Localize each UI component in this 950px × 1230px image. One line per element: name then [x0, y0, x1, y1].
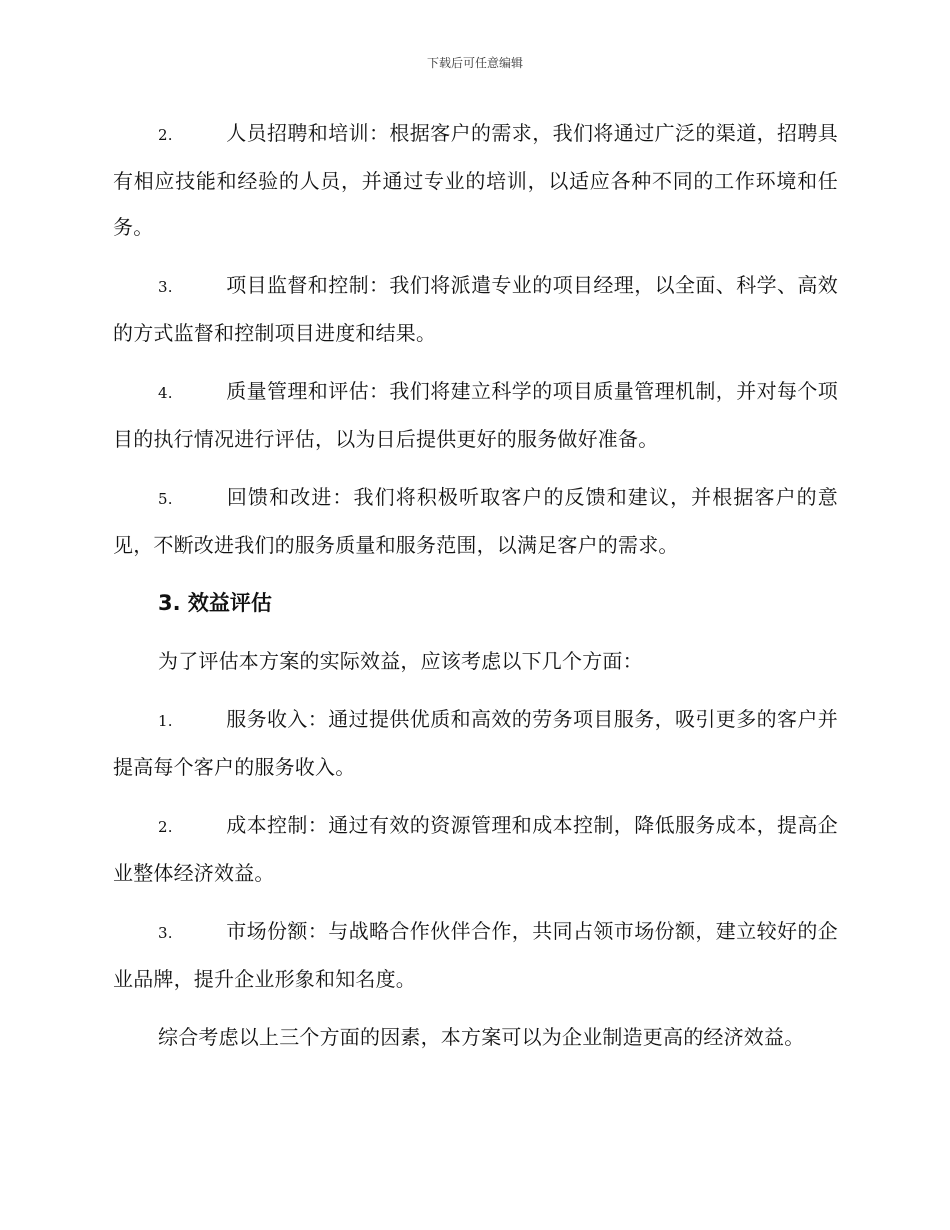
list-item-number: 4. [158, 384, 173, 402]
list-item [113, 368, 838, 462]
page-header: 下载后可任意编辑 [426, 56, 523, 70]
list-item-text: 市场份额：与战略合作伙伴合作，共同占领市场份额，建立较好的企业品牌，提升企业形象和知名度。 [113, 919, 838, 991]
list-item [113, 696, 838, 790]
section-intro: 为了评估本方案的实际效益，应该考虑以下几个方面： [158, 649, 643, 673]
list-item [113, 908, 838, 1002]
list-item [113, 802, 838, 896]
list-item-number: 3. [158, 278, 173, 296]
list-item-number: 1. [158, 712, 173, 730]
list-item-text: 人员招聘和培训：根据客户的需求，我们将通过广泛的渠道，招聘具有相应技能和经验的人员，并通过专业的培训，以适应各种不同的工作环境和任务。 [113, 121, 838, 239]
list-item-number: 2. [158, 818, 173, 836]
list-item-text: 服务收入：通过提供优质和高效的劳务项目服务，吸引更多的客户并提高每个客户的服务收入。 [113, 707, 838, 779]
section-heading: 3. 效益评估 [158, 591, 272, 615]
list-item-text: 项目监督和控制：我们将派遣专业的项目经理，以全面、科学、高效的方式监督和控制项目进度和结果。 [113, 273, 838, 345]
list-item-number: 3. [158, 924, 173, 942]
list-item [113, 474, 838, 568]
list-item-number: 5. [158, 490, 173, 508]
list-item-text: 成本控制：通过有效的资源管理和成本控制，降低服务成本，提高企业整体经济效益。 [113, 813, 838, 885]
list-item-text: 质量管理和评估：我们将建立科学的项目质量管理机制，并对每个项目的执行情况进行评估，以为日后提供更好的服务做好准备。 [113, 379, 838, 451]
list-item-number: 2. [158, 126, 173, 144]
list-item [113, 110, 838, 250]
conclusion-paragraph: 综合考虑以上三个方面的因素，本方案可以为企业制造更高的经济效益。 [158, 1025, 805, 1049]
list-item [113, 262, 838, 356]
document-body [113, 110, 838, 1072]
list-item-text: 回馈和改进：我们将积极听取客户的反馈和建议，并根据客户的意见，不断改进我们的服务质量和服务范围，以满足客户的需求。 [113, 485, 838, 557]
